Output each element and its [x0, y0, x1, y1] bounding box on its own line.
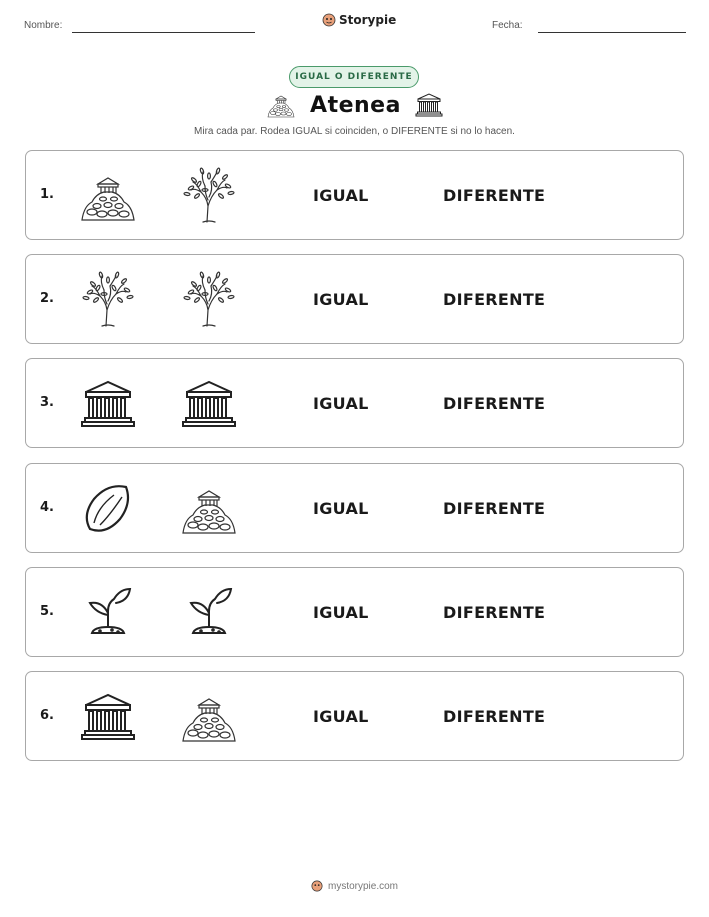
question-number: 5.	[40, 604, 54, 619]
same-option[interactable]: IGUAL	[313, 707, 369, 726]
olive-tree-icon	[179, 166, 239, 226]
question-number: 4.	[40, 500, 54, 515]
footer	[0, 880, 709, 892]
different-option[interactable]: DIFERENTE	[443, 186, 546, 205]
instructions: Mira cada par. Rodea IGUAL si coinciden, o DIFERENTE si no lo hacen.	[194, 126, 515, 137]
acropolis-icon	[179, 687, 239, 747]
storypie-mascot-icon	[322, 13, 336, 27]
title-row	[0, 90, 709, 120]
acropolis-icon	[78, 166, 138, 226]
name-label: Nombre:	[24, 20, 63, 31]
sprout-icon	[78, 583, 138, 643]
temple-icon	[78, 687, 138, 747]
sprout-icon	[179, 583, 239, 643]
name-line[interactable]	[72, 32, 255, 33]
temple-icon	[78, 374, 138, 434]
different-option[interactable]: DIFERENTE	[443, 499, 546, 518]
seed-icon	[78, 479, 138, 539]
question-row	[25, 671, 684, 761]
storypie-mascot-icon	[311, 880, 323, 892]
different-option[interactable]: DIFERENTE	[443, 290, 546, 309]
different-option[interactable]: DIFERENTE	[443, 707, 546, 726]
olive-tree-icon	[78, 270, 138, 330]
footer-url[interactable]: mystorypie.com	[327, 880, 398, 892]
question-row	[25, 254, 684, 344]
question-row	[25, 358, 684, 448]
question-number: 2.	[40, 291, 54, 306]
same-option[interactable]: IGUAL	[313, 499, 369, 518]
different-option[interactable]: DIFERENTE	[443, 603, 546, 622]
same-option[interactable]: IGUAL	[313, 394, 369, 413]
acropolis-icon	[264, 90, 298, 120]
question-number: 1.	[40, 187, 54, 202]
worksheet-type-badge: IGUAL O DIFERENTE	[289, 66, 419, 88]
different-option[interactable]: DIFERENTE	[443, 394, 546, 413]
temple-icon	[413, 90, 445, 120]
same-option[interactable]: IGUAL	[313, 603, 369, 622]
temple-icon	[179, 374, 239, 434]
question-row	[25, 463, 684, 553]
date-line[interactable]	[538, 32, 686, 33]
same-option[interactable]: IGUAL	[313, 186, 369, 205]
question-number: 6.	[40, 708, 54, 723]
brand-logo	[322, 13, 396, 27]
question-row	[25, 567, 684, 657]
page-title: Atenea	[310, 92, 401, 118]
olive-tree-icon	[179, 270, 239, 330]
date-label: Fecha:	[492, 20, 523, 31]
question-number: 3.	[40, 395, 54, 410]
brand-name: Storypie	[339, 13, 397, 27]
acropolis-icon	[179, 479, 239, 539]
question-row	[25, 150, 684, 240]
same-option[interactable]: IGUAL	[313, 290, 369, 309]
